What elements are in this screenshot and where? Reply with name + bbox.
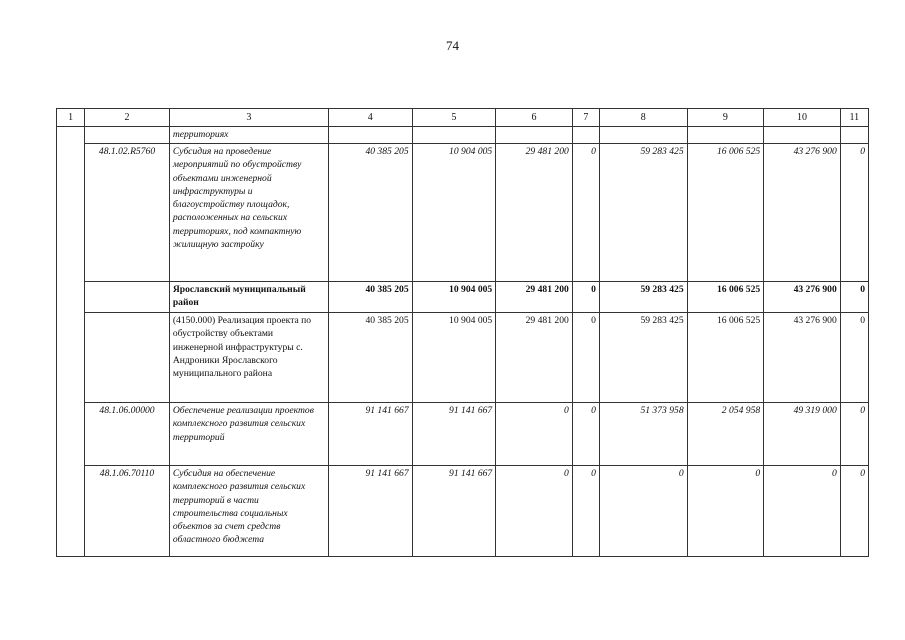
value-cell	[687, 127, 764, 144]
value-cell: 16 006 525	[687, 144, 764, 282]
value-cell: 0	[599, 466, 687, 557]
code-cell	[85, 282, 170, 313]
header-row	[57, 109, 869, 127]
value-cell: 40 385 205	[329, 313, 413, 403]
value-cell: 0	[572, 313, 599, 403]
table-row	[57, 403, 869, 466]
value-cell	[599, 127, 687, 144]
page-number: 74	[446, 38, 459, 53]
table-body	[57, 109, 869, 557]
value-cell: 0	[572, 403, 599, 466]
value-cell: 29 481 200	[496, 282, 573, 313]
value-cell: 10 904 005	[412, 282, 496, 313]
table-row	[57, 127, 869, 144]
value-cell: 0	[572, 144, 599, 282]
column-header: 7	[572, 109, 599, 127]
value-cell: 91 141 667	[412, 403, 496, 466]
column-header: 9	[687, 109, 764, 127]
code-cell	[85, 313, 170, 403]
value-cell: 0	[572, 282, 599, 313]
value-cell	[496, 127, 573, 144]
value-cell: 0	[840, 403, 868, 466]
column-header: 4	[329, 109, 413, 127]
value-cell: 0	[840, 282, 868, 313]
column-header: 6	[496, 109, 573, 127]
name-cell: (4150.000) Реализация проекта по обустройству объектами инженерной инфраструктуры с. Андроники Ярославского муниципального района	[169, 313, 328, 403]
value-cell: 0	[840, 313, 868, 403]
code-cell: 48.1.02.R5760	[85, 144, 170, 282]
value-cell: 2 054 958	[687, 403, 764, 466]
value-cell	[764, 127, 841, 144]
column-header: 1	[57, 109, 85, 127]
code-cell: 48.1.06.00000	[85, 403, 170, 466]
value-cell: 29 481 200	[496, 144, 573, 282]
name-cell: территориях	[169, 127, 328, 144]
code-cell: 48.1.06.70110	[85, 466, 170, 557]
value-cell: 0	[496, 403, 573, 466]
value-cell: 10 904 005	[412, 313, 496, 403]
name-cell: Субсидия на обеспечение комплексного развития сельских территорий в части строительства социальных объектов за счет средств областного бюджета	[169, 466, 328, 557]
value-cell: 16 006 525	[687, 282, 764, 313]
value-cell: 0	[764, 466, 841, 557]
column-header: 3	[169, 109, 328, 127]
column-header: 8	[599, 109, 687, 127]
table-row	[57, 144, 869, 282]
column-header: 5	[412, 109, 496, 127]
value-cell: 0	[840, 144, 868, 282]
value-cell	[840, 127, 868, 144]
value-cell	[572, 127, 599, 144]
value-cell: 43 276 900	[764, 313, 841, 403]
name-cell: Обеспечение реализации проектов комплексного развития сельских территорий	[169, 403, 328, 466]
value-cell: 43 276 900	[764, 144, 841, 282]
value-cell: 16 006 525	[687, 313, 764, 403]
table-row	[57, 282, 869, 313]
name-cell: Ярославский муниципальный район	[169, 282, 328, 313]
value-cell: 0	[572, 466, 599, 557]
value-cell: 59 283 425	[599, 282, 687, 313]
column-1-cell	[57, 127, 85, 557]
value-cell: 91 141 667	[329, 403, 413, 466]
column-header: 11	[840, 109, 868, 127]
value-cell: 51 373 958	[599, 403, 687, 466]
value-cell: 40 385 205	[329, 144, 413, 282]
value-cell: 0	[840, 466, 868, 557]
value-cell: 43 276 900	[764, 282, 841, 313]
value-cell: 0	[687, 466, 764, 557]
value-cell: 0	[496, 466, 573, 557]
value-cell: 59 283 425	[599, 144, 687, 282]
value-cell: 91 141 667	[412, 466, 496, 557]
value-cell: 49 319 000	[764, 403, 841, 466]
value-cell: 40 385 205	[329, 282, 413, 313]
value-cell: 29 481 200	[496, 313, 573, 403]
column-header: 2	[85, 109, 170, 127]
name-cell: Субсидия на проведение мероприятий по обустройству объектами инженерной инфраструктуры и благоустройству площадок, расположенных на сельских территориях, под компактную жилищную застройку	[169, 144, 328, 282]
column-header: 10	[764, 109, 841, 127]
code-cell	[85, 127, 170, 144]
value-cell: 91 141 667	[329, 466, 413, 557]
value-cell	[329, 127, 413, 144]
value-cell: 59 283 425	[599, 313, 687, 403]
value-cell	[412, 127, 496, 144]
table-row	[57, 313, 869, 403]
table-row	[57, 466, 869, 557]
budget-table	[56, 108, 869, 557]
value-cell: 10 904 005	[412, 144, 496, 282]
